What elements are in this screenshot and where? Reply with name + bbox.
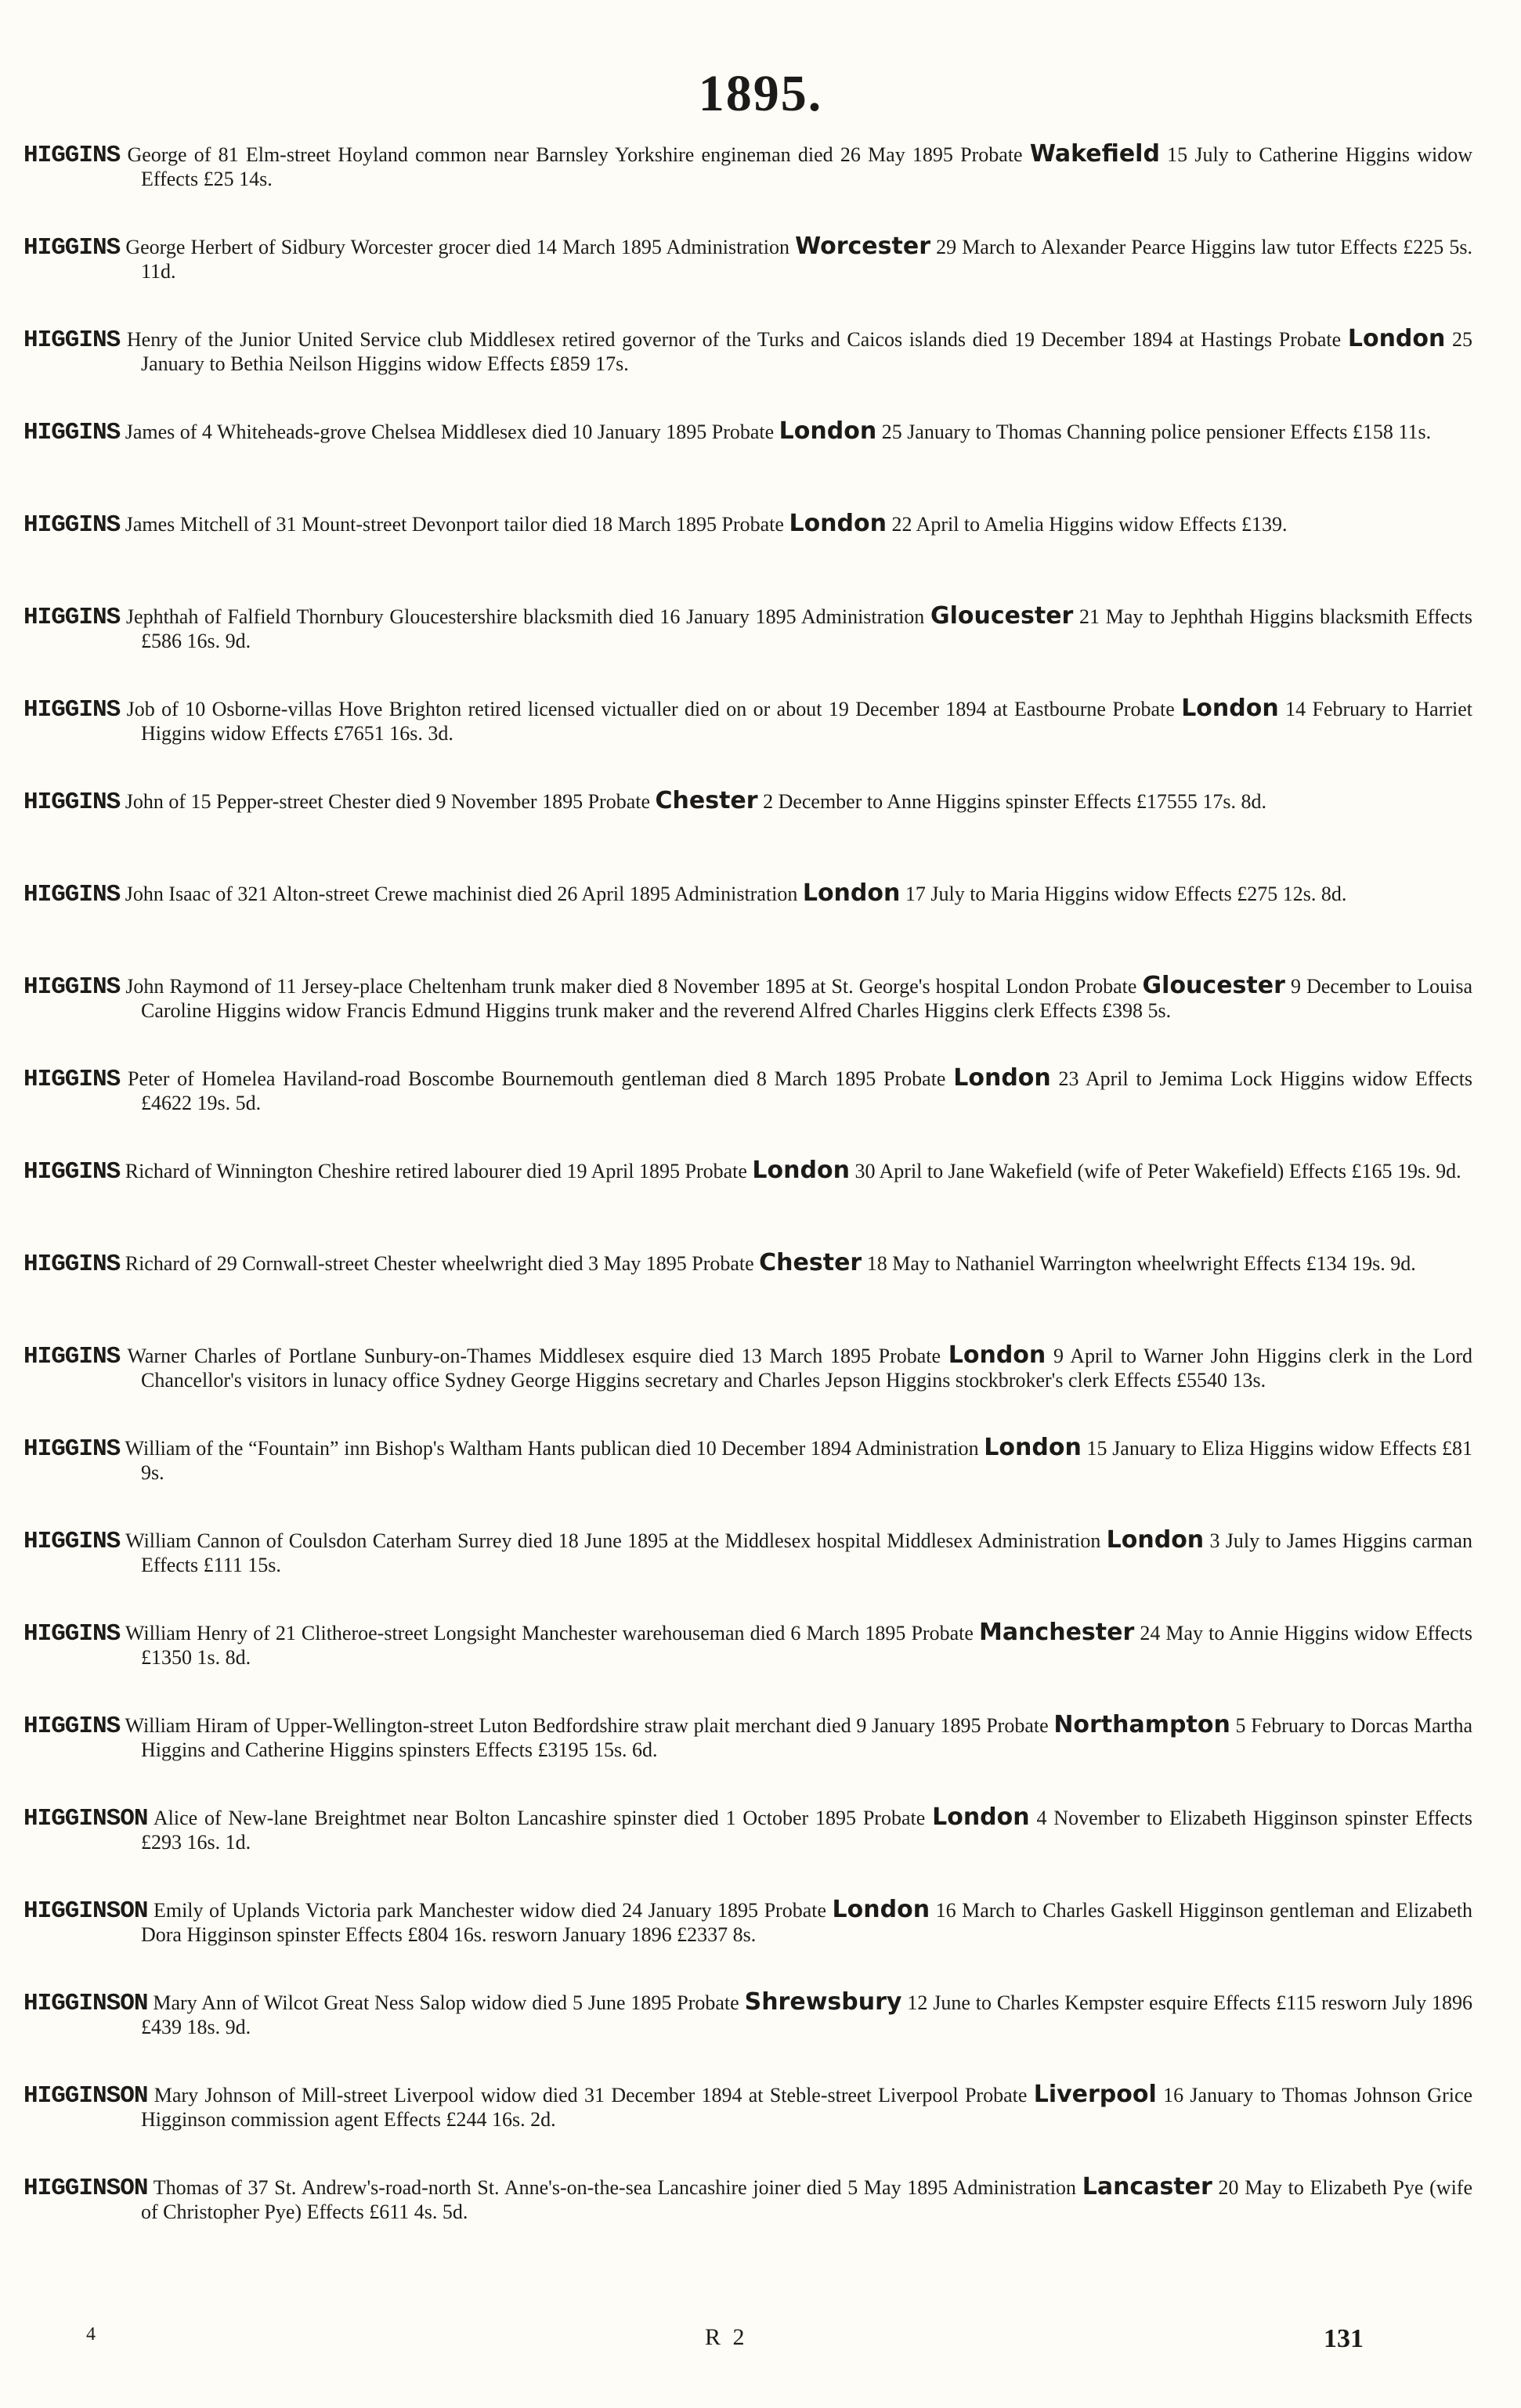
entry-details: Thomas of 37 St. Andrew's-road-north St. Anne's-on-the-sea Lancashire joiner died 5 May 1895 Administration	[153, 2176, 1076, 2199]
entry-registry-place: London	[779, 417, 877, 445]
entry-surname: HIGGINS	[23, 1620, 121, 1648]
entry-grant-details: 15 July to Catherine Higgins widow Effects £25 14s.	[141, 143, 1473, 190]
entry-surname: HIGGINSON	[23, 1990, 148, 2017]
probate-entry	[23, 1526, 1472, 1621]
entry-details: Richard of 29 Cornwall-street Chester wheelwright died 3 May 1895 Probate	[125, 1252, 754, 1275]
entry-grant-details: 4 November to Elizabeth Higginson spinster Effects £293 16s. 1d.	[141, 1807, 1472, 1854]
entry-details: William Henry of 21 Clitheroe-street Longsight Manchester warehouseman died 6 March 1895 Probate	[125, 1622, 974, 1644]
entry-surname: HIGGINS	[23, 511, 121, 539]
entry-grant-details: 25 January to Bethia Neilson Higgins widow Effects £859 17s.	[141, 328, 1473, 375]
entry-surname: HIGGINSON	[23, 1805, 148, 1832]
probate-entry	[23, 1159, 1472, 1251]
entry-details: Jephthah of Falfield Thornbury Gloucestershire blacksmith died 16 January 1895 Administration	[125, 605, 925, 628]
entry-grant-details: 23 April to Jemima Lock Higgins widow Effects £4622 19s. 5d.	[141, 1067, 1473, 1114]
entry-registry-place: London	[752, 1157, 850, 1184]
probate-entry	[23, 1064, 1473, 1159]
probate-entry	[23, 140, 1473, 235]
entry-registry-place: London	[1106, 1526, 1205, 1554]
entry-grant-details: 18 May to Nathaniel Warrington wheelwright Effects £134 19s. 9d.	[866, 1252, 1416, 1275]
probate-entry	[23, 1713, 1472, 1806]
entry-grant-details: 9 December to Louisa Caroline Higgins widow Francis Edmund Higgins trunk maker and the reverend Alfred Charles Higgins clerk Effects £398 5s.	[141, 975, 1472, 1022]
entry-registry-place: London	[802, 879, 901, 907]
footer-gathering-mark: R 2	[705, 2324, 748, 2350]
entry-details: George of 81 Elm-street Hoyland common near Barnsley Yorkshire engineman died 26 May 1895 Probate	[127, 143, 1023, 166]
entry-registry-place: Northampton	[1053, 1711, 1230, 1738]
page-year-heading: 1895.	[698, 65, 823, 122]
entry-grant-details: 30 April to Jane Wakefield (wife of Peter Wakefield) Effects £165 19s. 9d.	[854, 1160, 1461, 1182]
entry-details: James Mitchell of 31 Mount-street Devonport tailor died 18 March 1895 Probate	[125, 513, 784, 536]
entry-surname: HIGGINSON	[23, 2082, 148, 2110]
entry-surname: HIGGINS	[23, 696, 121, 724]
entry-surname: HIGGINS	[23, 1435, 121, 1463]
entry-details: William of the “Fountain” inn Bishop's Waltham Hants publican died 10 December 1894 Administration	[125, 1437, 979, 1460]
entry-grant-details: 16 March to Charles Gaskell Higginson gentleman and Elizabeth Dora Higginson spinster Effects £804 16s. resworn January 1896 £2337 8s.	[141, 1899, 1473, 1946]
entry-details: Mary Johnson of Mill-street Liverpool widow died 31 December 1894 at Steble-street Liverpool Probate	[154, 2084, 1028, 2107]
entry-surname: HIGGINS	[23, 419, 121, 446]
probate-entry	[23, 1621, 1472, 1713]
probate-entry	[23, 697, 1472, 789]
probate-entry	[23, 1803, 1472, 1898]
entry-details: Mary Ann of Wilcot Great Ness Salop widow died 5 June 1895 Probate	[153, 1991, 739, 2014]
entry-details: William Hiram of Upper-Wellington-street Luton Bedfordshire straw plait merchant died 9 January 1895 Probate	[125, 1714, 1049, 1737]
entry-grant-details: 12 June to Charles Kempster esquire Effects £115 resworn July 1896 £439 18s. 9d.	[141, 1991, 1472, 2038]
entry-registry-place: Chester	[655, 787, 758, 814]
entry-surname: HIGGINS	[23, 1158, 121, 1186]
entry-registry-place: Gloucester	[1142, 972, 1285, 999]
entry-registry-place: Liverpool	[1033, 2081, 1157, 2108]
probate-entry	[23, 235, 1472, 327]
entry-details: John of 15 Pepper-street Chester died 9 November 1895 Probate	[125, 790, 650, 813]
entry-registry-place: Gloucester	[930, 602, 1074, 630]
footer-signature-mark: 4	[86, 2324, 96, 2345]
entry-surname: HIGGINS	[23, 1343, 121, 1370]
entry-surname: HIGGINS	[23, 973, 121, 1001]
probate-entry	[23, 2083, 1472, 2175]
probate-entry	[23, 974, 1472, 1067]
entry-details: Warner Charles of Portlane Sunbury-on-Thames Middlesex esquire died 13 March 1895 Probate	[127, 1345, 941, 1367]
entry-surname: HIGGINS	[23, 881, 121, 908]
entry-details: Peter of Homelea Haviland-road Boscombe Bournemouth gentleman died 8 March 1895 Probate	[128, 1067, 946, 1090]
entry-registry-place: London	[948, 1341, 1046, 1369]
entry-grant-details: 16 January to Thomas Johnson Grice Higginson commission agent Effects £244 16s. 2d.	[141, 2084, 1473, 2131]
entry-details: Job of 10 Osborne-villas Hove Brighton retired licensed victualler died on or about 19 December 1894 at Eastbourne Probate	[126, 698, 1175, 720]
entry-registry-place: London	[832, 1896, 930, 1923]
entry-grant-details: 5 February to Dorcas Martha Higgins and Catherine Higgins spinsters Effects £3195 15s. 6d.	[141, 1714, 1473, 1761]
entry-grant-details: 20 May to Elizabeth Pye (wife of Christopher Pye) Effects £611 4s. 5d.	[141, 2176, 1473, 2223]
entry-surname: HIGGINS	[23, 234, 121, 262]
probate-entry	[23, 879, 1472, 974]
probate-entry	[23, 1436, 1472, 1529]
probate-entry	[23, 2175, 1472, 2268]
entry-registry-place: London	[932, 1803, 1030, 1831]
probate-entry	[23, 1988, 1472, 2083]
entry-registry-place: London	[789, 510, 887, 537]
page-footer	[0, 2324, 1521, 2356]
entry-registry-place: Shrewsbury	[744, 1988, 902, 2016]
entry-surname: HIGGINS	[23, 1713, 121, 1740]
entry-surname: HIGGINSON	[23, 1897, 148, 1925]
probate-entry	[23, 789, 1472, 882]
entry-details: William Cannon of Coulsdon Caterham Surrey died 18 June 1895 at the Middlesex hospital Middlesex Administration	[125, 1529, 1101, 1552]
entry-surname: HIGGINS	[23, 1528, 121, 1555]
entry-grant-details: 29 March to Alexander Pearce Higgins law tutor Effects £225 5s. 11d.	[141, 236, 1472, 283]
probate-entry	[23, 417, 1472, 512]
entry-details: Richard of Winnington Cheshire retired labourer died 19 April 1895 Probate	[125, 1160, 747, 1182]
probate-entry	[23, 327, 1472, 420]
entry-grant-details: 14 February to Harriet Higgins widow Effects £7651 16s. 3d.	[141, 698, 1473, 745]
entry-grant-details: 21 May to Jephthah Higgins blacksmith Effects £586 16s. 9d.	[141, 605, 1473, 652]
entry-surname: HIGGINS	[23, 789, 121, 816]
probate-entry	[23, 1251, 1472, 1344]
entry-surname: HIGGINS	[23, 327, 121, 354]
entry-registry-place: London	[984, 1434, 1082, 1461]
entry-grant-details: 22 April to Amelia Higgins widow Effects £139.	[891, 513, 1288, 536]
entry-surname: HIGGINSON	[23, 2175, 148, 2202]
entry-registry-place: London	[953, 1064, 1051, 1092]
entry-grant-details: 15 January to Eliza Higgins widow Effects £81 9s.	[141, 1437, 1473, 1484]
entry-registry-place: Worcester	[795, 233, 930, 260]
entry-grant-details: 3 July to James Higgins carman Effects £111 15s.	[141, 1529, 1472, 1576]
entry-details: Emily of Uplands Victoria park Manchester widow died 24 January 1895 Probate	[153, 1899, 826, 1922]
entry-grant-details: 17 July to Maria Higgins widow Effects £275 12s. 8d.	[905, 883, 1347, 905]
entry-details: George Herbert of Sidbury Worcester grocer died 14 March 1895 Administration	[125, 236, 789, 258]
entry-details: James of 4 Whiteheads-grove Chelsea Middlesex died 10 January 1895 Probate	[125, 421, 775, 443]
entry-details: Alice of New-lane Breightmet near Bolton Lancashire spinster died 1 October 1895 Probate	[153, 1807, 926, 1829]
page-number: 131	[1324, 2324, 1364, 2353]
entry-registry-place: London	[1347, 325, 1446, 352]
entry-grant-details: 2 December to Anne Higgins spinster Effects £17555 17s. 8d.	[763, 790, 1266, 813]
entry-registry-place: Lancaster	[1082, 2173, 1212, 2200]
probate-entry	[23, 512, 1472, 605]
probate-entry	[23, 1341, 1473, 1436]
entry-grant-details: 24 May to Annie Higgins widow Effects £1350 1s. 8d.	[141, 1622, 1473, 1669]
entry-details: Henry of the Junior United Service club Middlesex retired governor of the Turks and Caicos islands died 19 December 1894 at Hastings Probate	[126, 328, 1342, 351]
probate-entry	[23, 1898, 1472, 1991]
probate-entry	[23, 602, 1473, 697]
entry-details: John Isaac of 321 Alton-street Crewe machinist died 26 April 1895 Administration	[125, 883, 798, 905]
entry-grant-details: 25 January to Thomas Channing police pensioner Effects £158 11s.	[881, 421, 1432, 443]
entry-registry-place: Chester	[759, 1249, 862, 1276]
entry-registry-place: London	[1181, 695, 1279, 722]
entry-grant-details: 9 April to Warner John Higgins clerk in the Lord Chancellor's visitors in lunacy office Sydney George Higgins secretary and Charles Jepson Higgins stockbroker's clerk Effects £5540 13s.	[141, 1345, 1473, 1392]
probate-entries	[23, 140, 1473, 2268]
entry-surname: HIGGINS	[23, 1251, 121, 1278]
entry-surname: HIGGINS	[23, 1066, 121, 1093]
entry-surname: HIGGINS	[23, 604, 121, 631]
entry-surname: HIGGINS	[23, 142, 121, 169]
entry-details: John Raymond of 11 Jersey-place Cheltenham trunk maker died 8 November 1895 at St. George's hospital London Probate	[125, 975, 1137, 998]
entry-registry-place: Wakefield	[1029, 140, 1160, 168]
entry-registry-place: Manchester	[978, 1619, 1135, 1646]
